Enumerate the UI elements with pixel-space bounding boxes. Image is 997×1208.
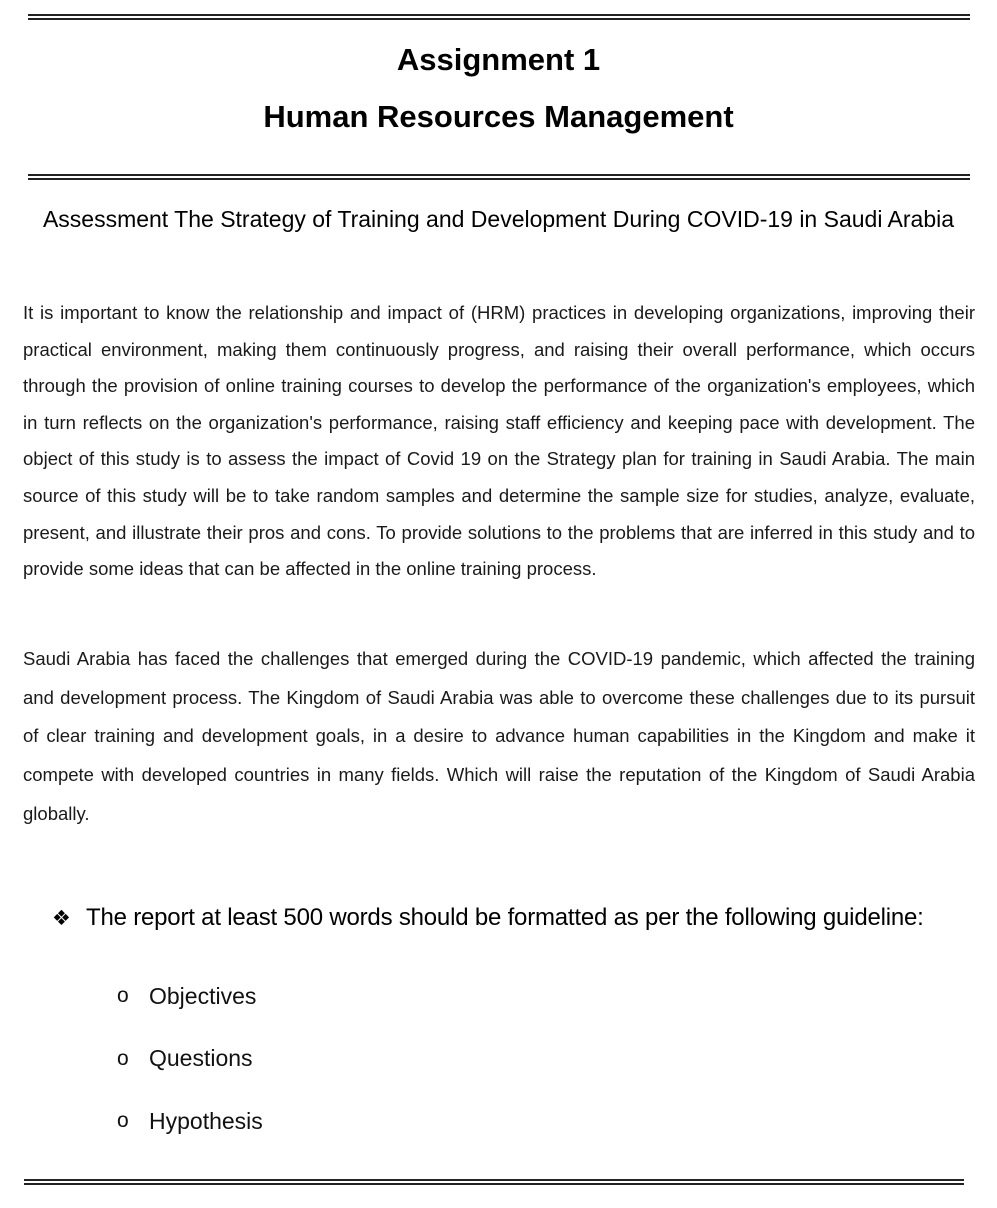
list-item: [117, 965, 263, 1028]
top-divider: [28, 14, 970, 20]
circle-bullet-icon: o: [117, 1109, 129, 1133]
assignment-title: Assignment 1: [396, 42, 601, 77]
title-divider: [28, 174, 970, 180]
list-item-label: Questions: [149, 1045, 253, 1072]
bottom-divider: [24, 1179, 964, 1185]
list-item: [117, 1090, 263, 1153]
guideline-list: [117, 965, 263, 1153]
diamond-bullet-icon: ❖: [52, 906, 71, 930]
list-item-label: Objectives: [149, 982, 257, 1009]
circle-bullet-icon: o: [117, 1046, 129, 1070]
list-item: [117, 1028, 263, 1091]
section-heading: Assessment The Strategy of Training and Development During COVID-19 in Saudi Arabia: [42, 206, 955, 232]
guideline-bullet: [52, 904, 982, 932]
body-paragraph-1: It is important to know the relationship and impact of (HRM) practices in developing organizations, improving their practical environment, making them continuously progress, and raising their overall performance, which occurs through the provision of online training courses to develop the performance of the organization's employees, which in turn reflects on the organization's performance, raising staff efficiency and keeping pace with development. The object of this study is to assess the impact of Covid 19 on the Strategy plan for training in Saudi Arabia. The main source of this study will be to take random samples and determine the sample size for studies, analyze, evaluate, present, and illustrate their pros and cons. To provide solutions to the problems that are inferred in this study and to provide some ideas that can be affected in the online training process.: [23, 302, 975, 580]
course-title: Human Resources Management: [263, 99, 734, 134]
guideline-text: The report at least 500 words should be formatted as per the following guideline:: [86, 904, 924, 931]
body-paragraph-2: Saudi Arabia has faced the challenges that emerged during the COVID-19 pandemic, which affected the training and development process. The Kingdom of Saudi Arabia was able to overcome these challenges due to its pursuit of clear training and development goals, in a desire to advance human capabilities in the Kingdom and make it compete with developed countries in many fields. Which will raise the reputation of the Kingdom of Saudi Arabia globally.: [23, 648, 975, 824]
list-item-label: Hypothesis: [149, 1107, 263, 1134]
circle-bullet-icon: o: [117, 984, 129, 1008]
